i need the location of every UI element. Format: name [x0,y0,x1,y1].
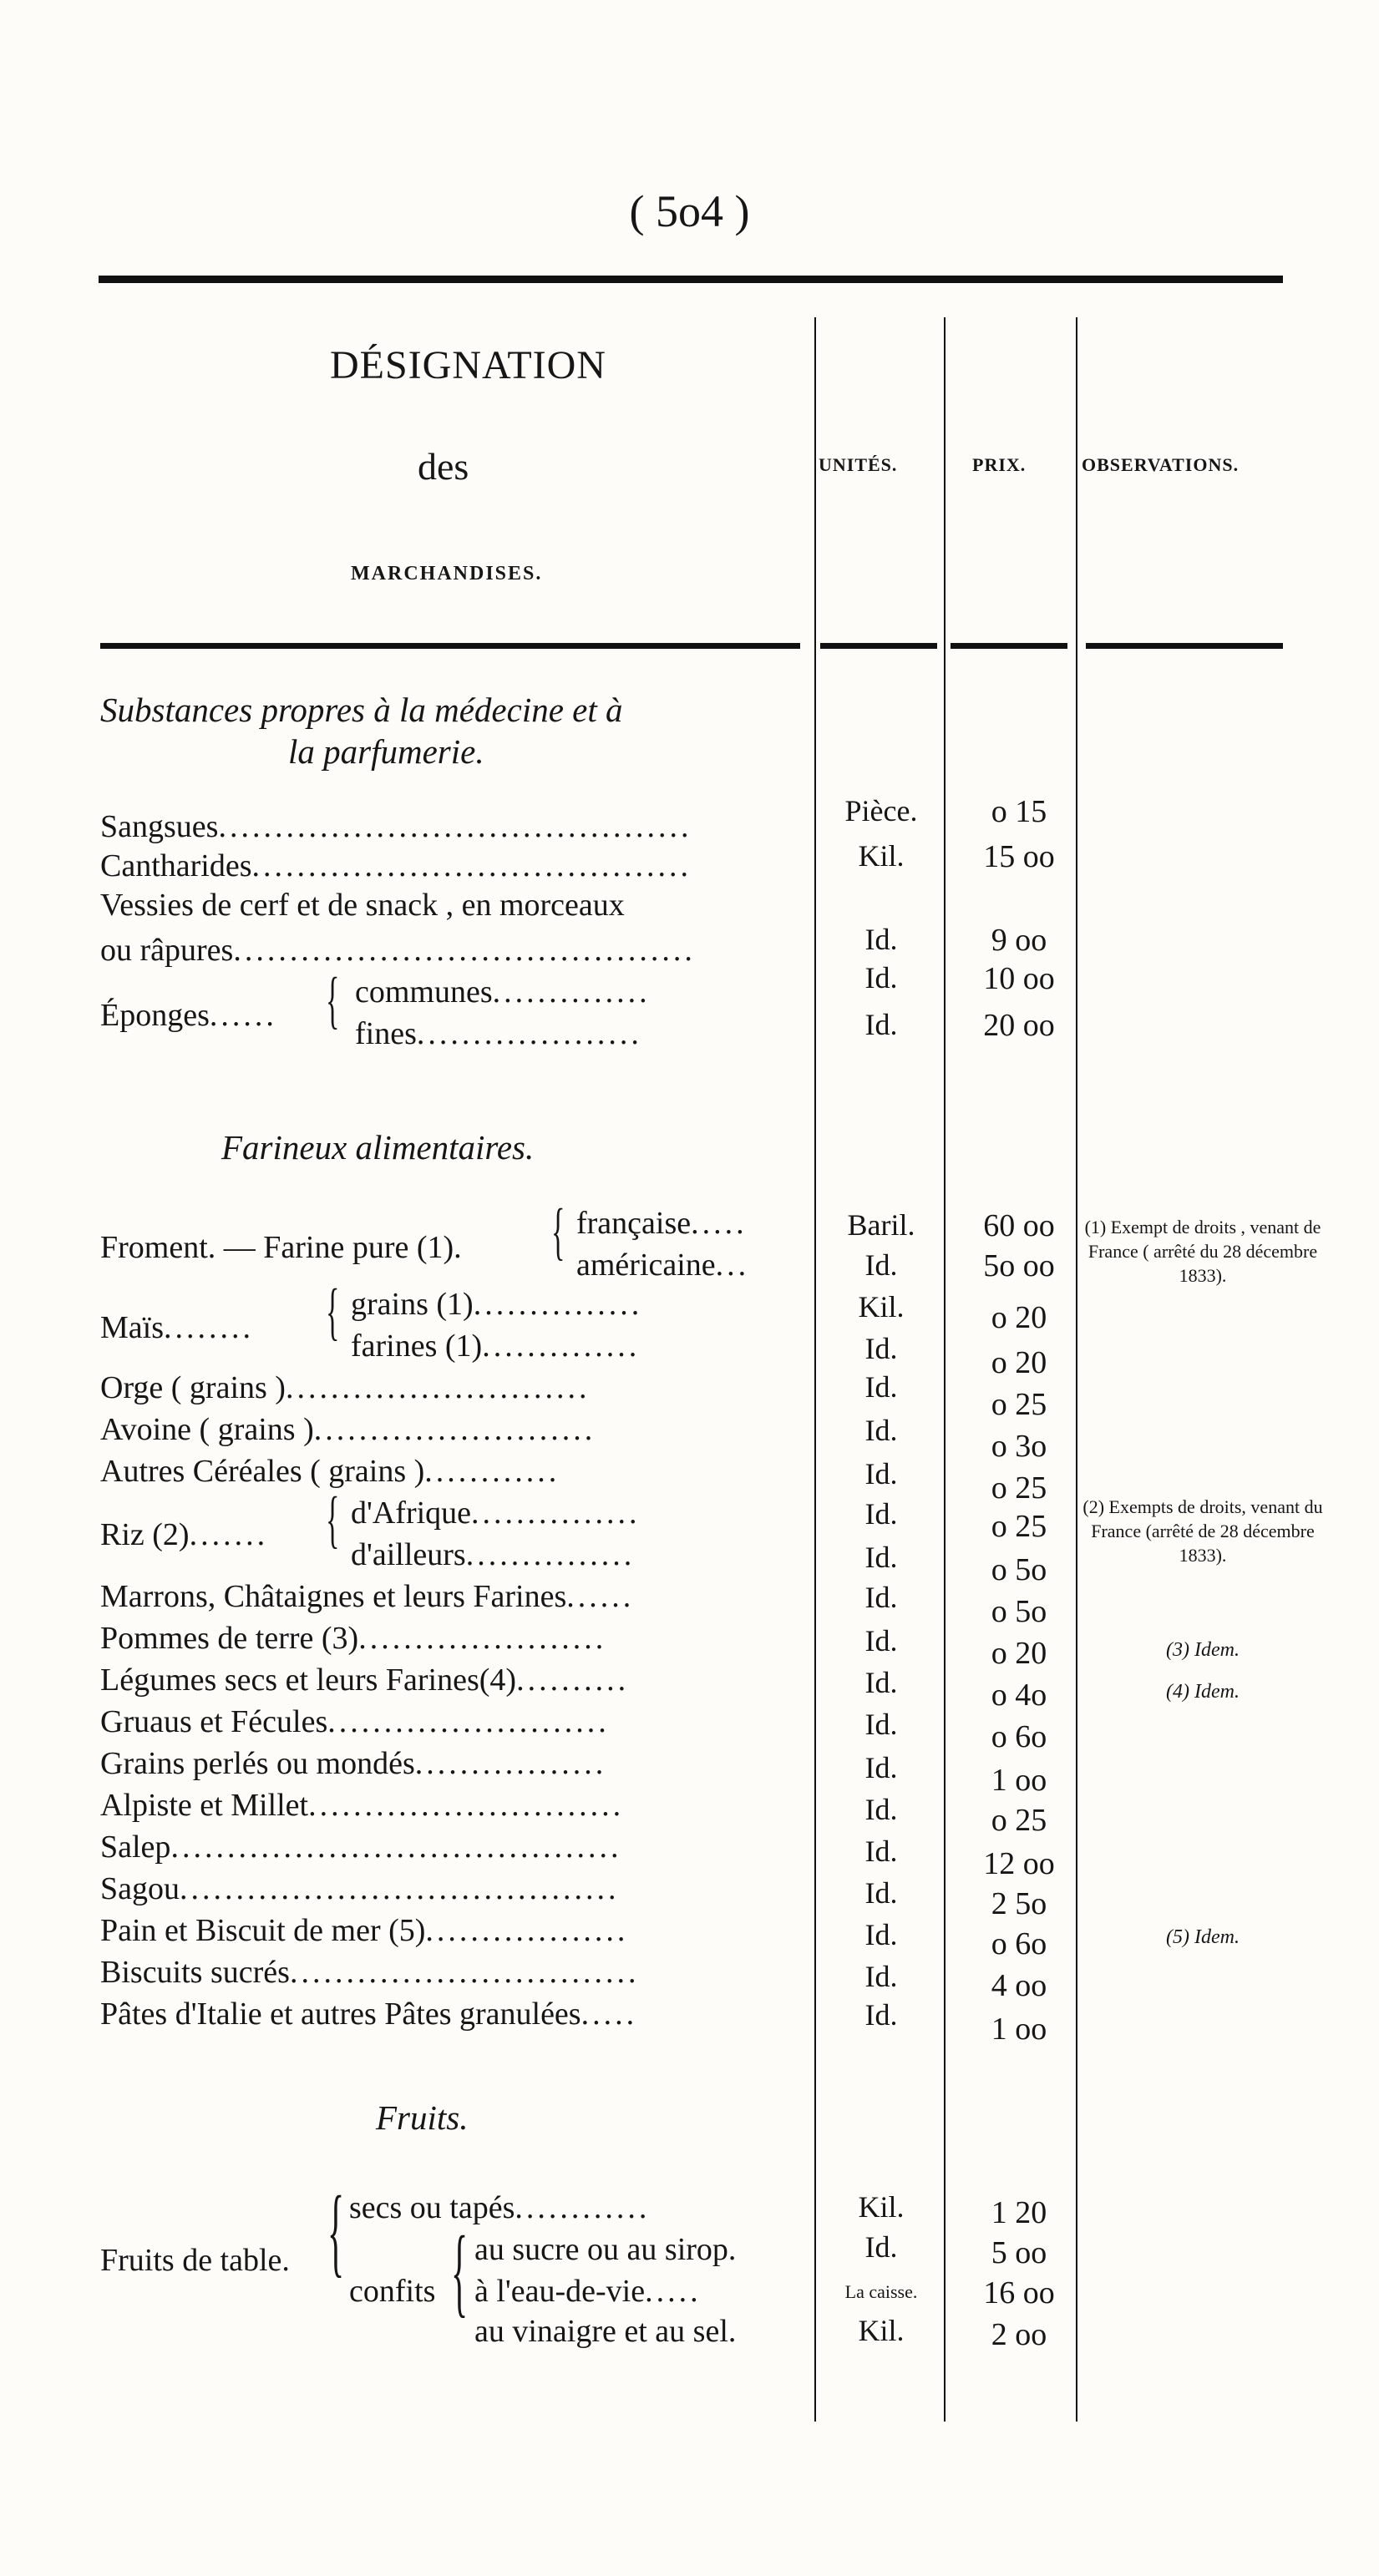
price-pates-italie: 1 oo [991,2012,1047,2047]
price-grains-perles: 1 oo [991,1763,1047,1798]
price-confits-sucre: 5 oo [991,2235,1047,2270]
item-confits-vinaigre: au vinaigre et au sel. [474,2314,737,2349]
item-fruits-de-table: Fruits de table. [100,2243,290,2278]
unit-vessies: Id. [864,923,898,956]
unit-froment-americaine: Id. [864,1248,898,1282]
item-biscuits-sucres: Biscuits sucrés............................... [100,1955,640,1990]
item-cantharides: Cantharides....................................... [100,848,692,883]
item-salep: Salep........................................ [100,1830,622,1865]
price-confits-vinaigre: 2 oo [991,2317,1047,2352]
unit-mais-farines: Id. [864,1332,898,1365]
unit-mais-grains: Kil. [858,1290,905,1323]
price-mais-farines: o 20 [991,1345,1047,1380]
price-orge: o 25 [991,1387,1047,1422]
price-cantharides: 15 oo [983,839,1055,874]
item-riz: Riz (2)....... [100,1517,269,1552]
unit-salep: Id. [864,1835,898,1868]
section-title-fruits: Fruits. [376,2098,469,2137]
item-froment: Froment. — Farine pure (1). [100,1230,462,1265]
price-legumes-secs: o 4o [991,1678,1047,1713]
unit-pain-biscuit: Id. [864,1918,898,1951]
item-riz-afrique: d'Afrique............... [351,1495,641,1531]
price-sagou: 2 5o [991,1886,1047,1921]
unit-pates-italie: Id. [864,1998,898,2032]
header-designation: DÉSIGNATION [330,343,606,387]
section-title-medecine: Substances propres à la médecine et à [100,691,623,729]
item-orge: Orge ( grains )........................... [100,1370,591,1405]
item-mais: Maïs........ [100,1310,254,1345]
item-riz-ailleurs: d'ailleurs............... [351,1537,636,1572]
observation-note-2: (2) Exempts de droits, venant du France (arrêté de 28 décembre 1833). [1082,1496,1323,1566]
price-froment-francaise: 60 oo [983,1208,1055,1243]
item-eponges: Éponges...... [100,998,277,1033]
price-fruits-secs: 1 20 [991,2195,1047,2230]
brace-fruits-de-table: { [327,2175,345,2286]
unit-confits-sucre: Id. [864,2230,898,2264]
section-title-parfumerie: la parfumerie. [288,732,484,771]
item-confits: confits [349,2274,436,2309]
item-confits-eau-de-vie: à l'eau-de-vie..... [474,2274,702,2309]
unit-orge: Id. [864,1370,898,1404]
brace-confits: { [451,2215,469,2326]
unit-avoine: Id. [864,1414,898,1447]
item-autres-cereales: Autres Céréales ( grains )............ [100,1454,560,1489]
price-sangsues: o 15 [991,794,1047,829]
item-mais-farines: farines (1).............. [351,1328,641,1364]
unit-gruaus: Id. [864,1708,898,1741]
price-biscuits-sucres: 4 oo [991,1968,1047,2003]
price-gruaus: o 6o [991,1719,1047,1754]
unit-alpiste: Id. [864,1793,898,1826]
price-vessies: 9 oo [991,923,1047,958]
unit-biscuits-sucres: Id. [864,1960,898,1993]
price-mais-grains: o 20 [991,1300,1047,1335]
item-pain-biscuit: Pain et Biscuit de mer (5).................. [100,1913,629,1948]
brace-eponges: { [326,965,340,1035]
unit-confits-vinaigre: Kil. [858,2314,905,2347]
price-eponges-fines: 20 oo [983,1008,1055,1043]
unit-grains-perles: Id. [864,1751,898,1784]
item-vessies-rapures: ou râpures......................................... [100,933,696,968]
item-marrons: Marrons, Châtaignes et leurs Farines...... [100,1579,635,1614]
item-mais-grains: grains (1)............... [351,1287,643,1322]
unit-confits-eau-de-vie: La caisse. [844,2281,918,2302]
brace-riz: { [326,1485,340,1555]
price-alpiste: o 25 [991,1803,1047,1838]
item-grains-perles: Grains perlés ou mondés................. [100,1746,607,1781]
price-riz-ailleurs: o 5o [991,1552,1047,1587]
header-rule-observations [1086,643,1283,649]
unit-legumes-secs: Id. [864,1666,898,1699]
price-riz-afrique: o 25 [991,1509,1047,1544]
price-autres-cereales: o 25 [991,1470,1047,1506]
item-froment-francaise: française..... [576,1206,748,1241]
item-sagou: Sagou....................................... [100,1871,620,1906]
unit-cantharides: Kil. [858,839,905,873]
unit-riz-afrique: Id. [864,1497,898,1531]
observation-note-3: (3) Idem. [1166,1639,1240,1661]
item-gruaus: Gruaus et Fécules......................... [100,1704,610,1739]
observation-note-4: (4) Idem. [1166,1681,1240,1703]
top-rule [99,276,1283,283]
price-froment-americaine: 5o oo [983,1248,1055,1283]
unit-riz-ailleurs: Id. [864,1541,898,1574]
item-eponges-communes: communes.............. [355,974,651,1010]
section-title-farineux: Farineux alimentaires. [221,1128,535,1167]
header-des: des [418,445,469,488]
item-alpiste: Alpiste et Millet............................ [100,1788,625,1823]
price-pain-biscuit: o 6o [991,1926,1047,1961]
unit-froment-francaise: Baril. [847,1208,915,1242]
unit-pommes-de-terre: Id. [864,1624,898,1657]
price-eponges-communes: 10 oo [983,961,1055,996]
unit-sangsues: Pièce. [844,794,918,827]
price-pommes-de-terre: o 20 [991,1636,1047,1671]
brace-mais: { [326,1277,340,1347]
item-froment-americaine: américaine... [576,1248,750,1283]
price-salep: 12 oo [983,1846,1055,1881]
header-observations: OBSERVATIONS. [1082,454,1240,475]
header-rule-price [951,643,1067,649]
header-units: UNITÉS. [819,454,898,475]
header-rule-designation [100,643,800,649]
price-avoine: o 3o [991,1429,1047,1464]
unit-sagou: Id. [864,1876,898,1910]
unit-eponges-fines: Id. [864,1008,898,1041]
price-marrons: o 5o [991,1594,1047,1629]
unit-fruits-secs: Kil. [858,2190,905,2224]
price-confits-eau-de-vie: 16 oo [983,2275,1055,2310]
page-number: ( 5o4 ) [629,186,750,236]
item-legumes-secs: Légumes secs et leurs Farines(4).......... [100,1663,630,1698]
unit-marrons: Id. [864,1581,898,1614]
item-sangsues: Sangsues.......................................... [100,809,692,844]
unit-eponges-communes: Id. [864,961,898,994]
header-marchandises: MARCHANDISES. [351,563,543,585]
header-price: PRIX. [972,454,1027,475]
observation-note-1: (1) Exempt de droits , venant de France ( arrêté du 28 décembre 1833). [1084,1217,1321,1286]
header-rule-units [820,643,937,649]
item-avoine: Avoine ( grains )......................... [100,1412,596,1447]
unit-autres-cereales: Id. [864,1457,898,1490]
item-vessies: Vessies de cerf et de snack , en morceaux [100,888,625,923]
observation-note-5: (5) Idem. [1166,1926,1240,1948]
item-pates-italie: Pâtes d'Italie et autres Pâtes granulées..... [100,1997,638,2032]
item-eponges-fines: fines.................... [355,1016,642,1051]
item-confits-sucre: au sucre ou au sirop. [474,2232,737,2267]
item-pommes-de-terre: Pommes de terre (3)...................... [100,1621,607,1656]
brace-froment: { [551,1197,565,1267]
item-fruits-secs: secs ou tapés............ [349,2190,651,2225]
